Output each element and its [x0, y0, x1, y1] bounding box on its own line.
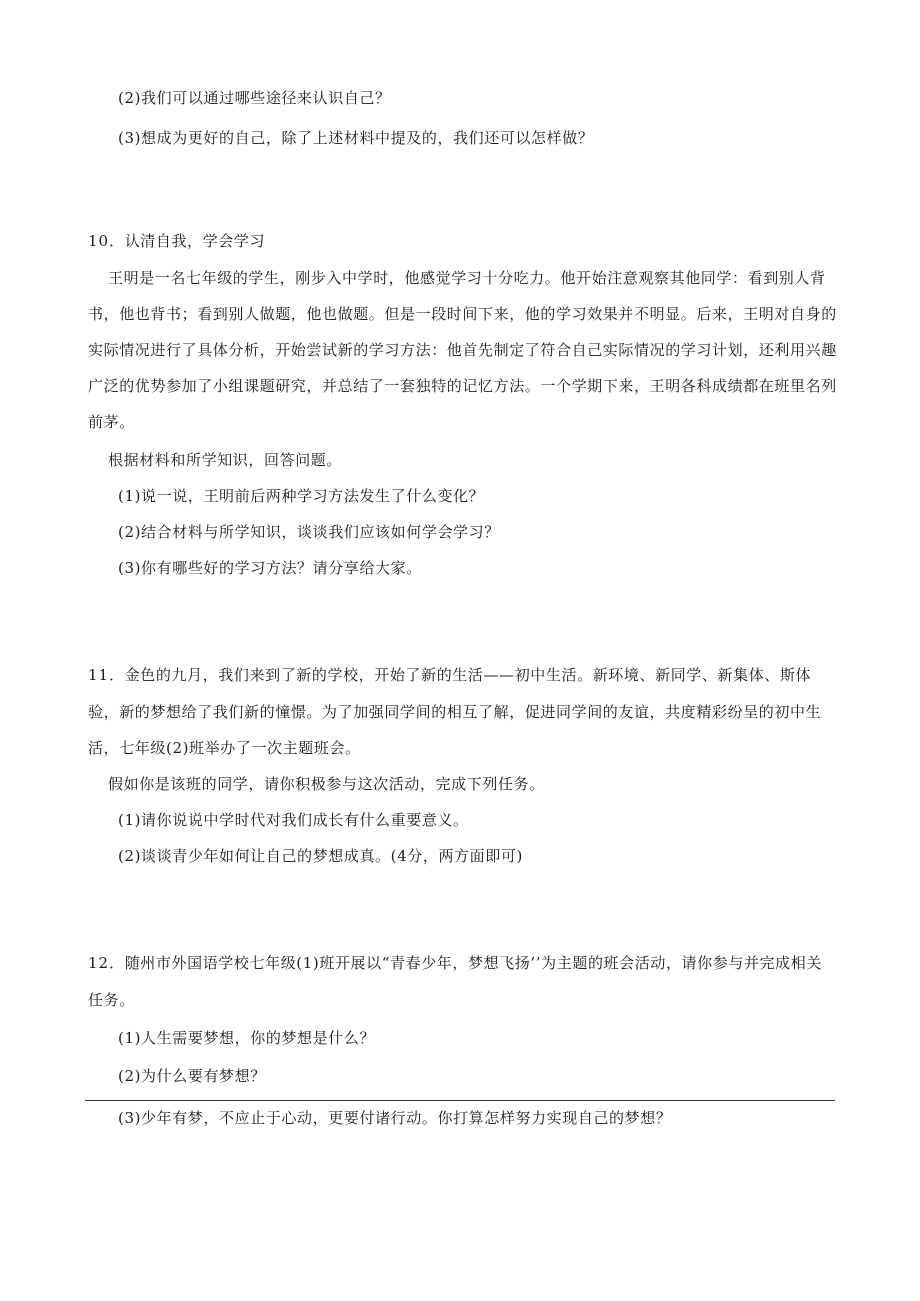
q11-sub-question-2: (2)谈谈青少年如何让自己的梦想成真。(4分，两方面即可) — [118, 847, 523, 865]
q10-paragraph-line: 实际情况进行了具体分析，开始尝试新的学习方法：他首先制定了符合自己实际情况的学习计划，还利用兴趣 — [88, 341, 837, 359]
q10-prompt: 根据材料和所学知识，回答问题。 — [108, 451, 343, 469]
q10-sub-question-2: (2)结合材料与所学知识，谈谈我们应该如何学会学习？ — [118, 523, 500, 541]
q11-sub-question-1: (1)请你说说中学时代对我们成长有什么重要意义。 — [118, 811, 469, 829]
q11-number: 11 — [88, 666, 110, 684]
q11-paragraph-first — [88, 665, 811, 685]
q10-paragraph-line: 王明是一名七年级的学生，刚步入中学时，他感觉学习十分吃力。他开始注意观察其他同学：看到别人背 — [108, 269, 826, 287]
q10-paragraph-line: 书，他也背书；看到别人做题，他也做题。但是一段时间下来，他的学习效果并不明显。后来，王明对自身的 — [88, 305, 837, 323]
q10-sub-question-1: (1)说一说，王明前后两种学习方法发生了什么变化？ — [118, 487, 485, 505]
q10-sub-question-3: (3)你有哪些好的学习方法？请分享给大家。 — [118, 559, 422, 577]
q11-paragraph-line: 验，新的梦想给了我们新的憧憬。为了加强同学间的相互了解，促进同学间的友谊，共度精彩纷呈的初中生 — [88, 703, 822, 721]
q12-sub-question-3: (3)少年有梦，不应止于心动，更要付诸行动。你打算怎样努力实现自己的梦想？ — [118, 1109, 672, 1127]
q9-sub-question-3: (3)想成为更好的自己，除了上述材料中提及的，我们还可以怎样做？ — [118, 129, 594, 147]
q10-number: 10 — [88, 232, 110, 250]
q12-paragraph-first — [88, 953, 822, 973]
q11-paragraph-line: 活，七年级(2)班举办了一次主题班会。 — [88, 739, 361, 757]
q10-paragraph-line: 广泛的优势参加了小组课题研究，并总结了一套独特的记忆方法。一个学期下来，王明各科成绩都在班里名列 — [88, 377, 837, 395]
q11-prompt: 假如你是该班的同学，请你积极参与这次活动，完成下列任务。 — [108, 775, 545, 793]
q10-title: ．认清自我，学会学习 — [109, 232, 266, 250]
q12-sub-question-1: (1)人生需要梦想，你的梦想是什么？ — [118, 1029, 376, 1047]
q10-heading — [88, 231, 265, 251]
q12-sub-question-2: (2)为什么要有梦想？ — [118, 1067, 266, 1085]
q12-paragraph-line: ．随州市外国语学校七年级(1)班开展以“青春少年，梦想飞扬’’为主题的班会活动，请你参与并完成相关 — [109, 954, 822, 972]
q10-paragraph-line: 前茅。 — [88, 413, 135, 431]
q12-paragraph-line: 任务。 — [88, 991, 135, 1009]
q9-sub-question-2: (2)我们可以通过哪些途径来认识自己？ — [118, 89, 391, 107]
q12-number: 12 — [88, 954, 110, 972]
divider-rule — [85, 1100, 835, 1101]
q11-paragraph-line: ．金色的九月，我们来到了新的学校，开始了新的生活——初中生活。新环境、新同学、新集体、斯体 — [109, 666, 812, 684]
